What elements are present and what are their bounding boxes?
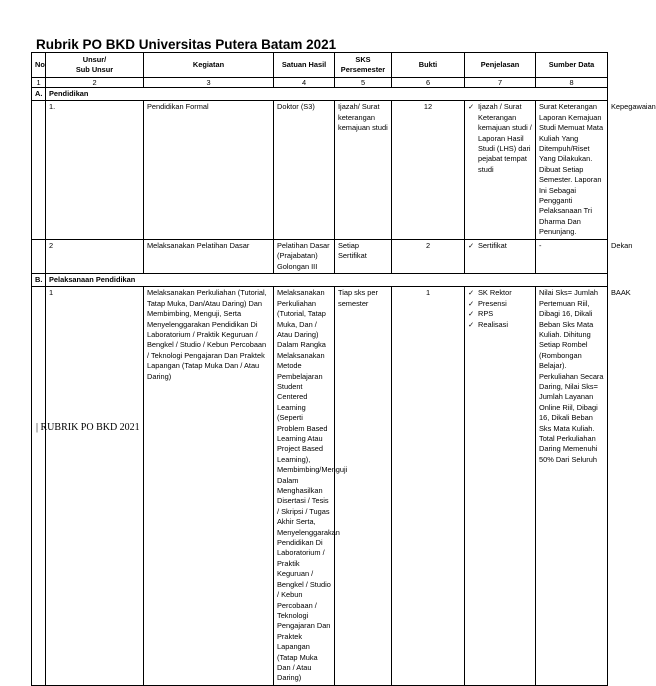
section-label: B. [32,273,46,286]
column-number: 2 [46,78,144,88]
header-penjelasan: Penjelasan [465,53,536,78]
bukti-list [468,288,532,330]
section-label: A. [32,88,46,101]
cell-satuan-hasil: Ijazah/ Surat keterangan kemajuan studi [335,101,392,239]
table-row: 2 Melaksanakan Pelatihan Dasar Pelatihan Dasar (Prajabatan) Golongan III Setiap Sertifikat 2 ✓ Sertifikat - Dekan [32,239,608,273]
table-row: 1 Melaksanakan Perkuliahan (Tutorial, Tatap Muka, Dan/Atau Daring) Dan Membimbing, Menguji, Serta Menyelenggarakan Pendidikan Di Laboratorium / Praktik Keguruan / Bengkel / Studio / Kebun Percobaan / Teknologi Pengajaran Dan Praktek Lapangan (Tatap Muka Dan / Atau Daring) Melaksanakan Perkuliahan (Tutorial, Tatap Muka, Dan / Atau Daring) Dalam Rangka Melaksanakan Metode Pembelajaran Student Centered Learning (Seperti Problem Based Learning Atau Project Based Learning), Membimbing/Menguji Dalam Menghasilkan Disertasi / Tesis / Skripsi / Tugas Akhir Serta, Menyelenggarakan Pendidikan Di Laboratorium / Praktik Keguruan / Bengkel / Studio / Kebun Percobaan / Teknologi Pengajaran Dan Praktek Lapangan (Tatap Muka Dan / Atau Daring) Tiap sks per semester 1 ✓ SK Rektor ✓ Presensi ✓ RPS ✓ Realisasi Nilai Sks= Jumlah Pertemuan Riil, Dibagi 16, Dikali Beban Sks Mata Kuliah. Dihitung Setiap Rombel (Rombongan Belajar). Perkuliahan Secara Daring, Nilai Sks= Jumlah Layanan Online Riil, Dibagi 16, Dikali Beban Sks Mata Kuliah. Total Perkuliahan Daring Memenuhi 50% Dari Seluruh BAAK [32,287,608,685]
header-kegiatan: Kegiatan [144,53,274,78]
header-unsur-line2: Sub Unsur [75,65,114,74]
bukti-list [468,102,532,175]
cell-kegiatan: Melaksanakan Perkuliahan (Tutorial, Tatap Muka, Dan / Atau Daring) Dalam Rangka Melaksanakan Metode Pembelajaran Student Centered Learning (Seperti Problem Based Learning Atau Project Based Learning), Membimbing/Menguji Dalam Menghasilkan Disertasi / Tesis / Skripsi / Tugas Akhir Serta, Menyelenggarakan Pendidikan Di Laboratorium / Praktik Keguruan / Bengkel / Studio / Kebun Percobaan / Teknologi Pengajaran Dan Praktek Lapangan (Tatap Muka Dan / Atau Daring) [274,287,335,685]
column-number-row [32,78,608,88]
header-bukti: Bukti [392,53,465,78]
cell-no: 1. [46,101,144,239]
header-unsur [46,53,144,78]
cell-penjelasan: Surat Keterangan Laporan Kemajuan Studi Memuat Mata Kuliah Yang Ditempuh/Riset Yang Dilakukan. Dibuat Setiap Semester. Laporan Ini Sebagai Pengganti Pelaksanaan Tri Dharma Dan Penunjang. [536,101,608,239]
cell-no: 1 [46,287,144,685]
bukti-item: ✓ Ijazah / Surat Keterangan kemajuan studi / Laporan Hasil Studi (LHS) dari pejabat tempat studi [468,102,532,175]
cell-kegiatan: Pelatihan Dasar (Prajabatan) Golongan III [274,239,335,273]
header-satuan-hasil: Satuan Hasil [274,53,335,78]
bukti-item: ✓ Presensi [468,299,532,309]
header-sks-line2: Persemester [340,65,386,74]
column-number: 6 [392,78,465,88]
document-title: Rubrik PO BKD Universitas Putera Batam 2021 [36,37,337,52]
page-footer: | RUBRIK PO BKD 2021 [36,422,140,433]
cell-kegiatan: Doktor (S3) [274,101,335,239]
section-title: Pelaksanaan Pendidikan [46,273,608,286]
rubric-table [31,52,656,686]
cell-satuan-hasil: Tiap sks per semester [335,287,392,685]
cell-bukti [465,239,536,273]
cell-bukti [465,101,536,239]
section-title: Pendidikan [46,88,608,101]
cell-penjelasan: - [536,239,608,273]
cell-sks: 1 [392,287,465,685]
header-sumber-data: Sumber Data [536,53,608,78]
column-number: 8 [536,78,608,88]
row-spacer [32,239,46,273]
row-spacer [32,287,46,685]
section-row-pendidikan [32,88,608,101]
header-sks-line1: SKS [355,54,371,64]
cell-unsur: Melaksanakan Pelatihan Dasar [144,239,274,273]
cell-penjelasan: Nilai Sks= Jumlah Pertemuan Riil, Dibagi 16, Dikali Beban Sks Mata Kuliah. Dihitung Setiap Rombel (Rombongan Belajar). Perkuliahan Secara Daring, Nilai Sks= Jumlah Layanan Online Riil, Dibagi 16, Dikali Beban Sks Mata Kuliah. Total Perkuliahan Daring Memenuhi 50% Dari Seluruh [536,287,608,685]
header-no: No [32,53,46,78]
header-unsur-line1: Unsur/ [82,54,107,64]
cell-no: 2 [46,239,144,273]
table-row: 1. Pendidikan Formal Doktor (S3) Ijazah/ Surat keterangan kemajuan studi 12 ✓ Ijazah / Surat Keterangan kemajuan studi / Laporan Hasil Studi (LHS) dari pejabat tempat studi Surat Keterangan Laporan Kemajuan Studi Memuat Mata Kuliah Yang Ditempuh/Riset Yang Dilakukan. Dibuat Setiap Semester. Laporan Ini Sebagai Pengganti Pelaksanaan Tri Dharma Dan Penunjang. Kepegawaian [32,101,608,239]
section-row-pelaksanaan-pendidikan [32,273,608,286]
column-number: 3 [144,78,274,88]
cell-unsur: Pendidikan Formal [144,101,274,239]
bukti-list [468,241,532,251]
cell-unsur: Melaksanakan Perkuliahan (Tutorial, Tatap Muka, Dan/Atau Daring) Dan Membimbing, Menguji, Serta Menyelenggarakan Pendidikan Di Laboratorium / Praktik Keguruan / Bengkel / Studio / Kebun Percobaan / Teknologi Pengajaran Dan Praktek Lapangan (Tatap Muka Dan / Atau Daring) [144,287,274,685]
column-number: 7 [465,78,536,88]
cell-sks: 12 [392,101,465,239]
cell-sks: 2 [392,239,465,273]
bukti-item: ✓ Sertifikat [468,241,532,251]
row-spacer [32,101,46,239]
column-number: 1 [32,78,46,88]
bukti-item: ✓ Realisasi [468,320,532,330]
bukti-item: ✓ RPS [468,309,532,319]
header-row [32,53,608,78]
bukti-item: ✓ SK Rektor [468,288,532,298]
column-number: 5 [335,78,392,88]
cell-bukti [465,287,536,685]
header-sks [335,53,392,78]
column-number: 4 [274,78,335,88]
cell-satuan-hasil: Setiap Sertifikat [335,239,392,273]
